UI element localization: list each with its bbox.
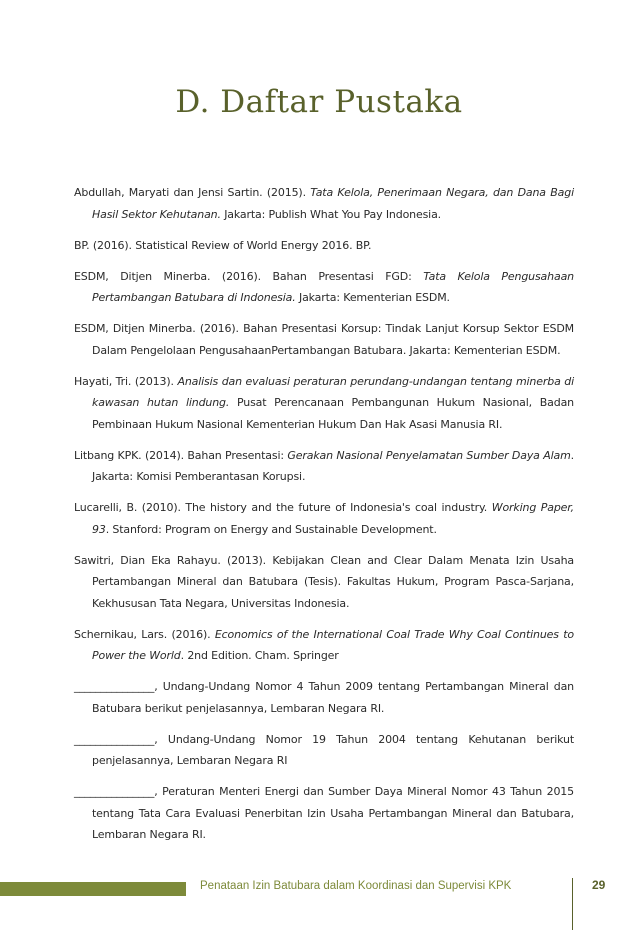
reference-text: ESDM, Ditjen Minerba. (2016). Bahan Presentasi FGD: — [74, 269, 424, 283]
reference-text: _______________, Undang-Undang Nomor 4 Tahun 2009 tentang Pertambangan Mineral dan Batubara berikut penjelasannya, Lembaran Negara RI. — [74, 680, 574, 715]
reference-text: Jakarta: Kementerian ESDM. — [295, 291, 450, 304]
footer-title: Penataan Izin Batubara dalam Koordinasi dan Supervisi KPK — [200, 880, 512, 892]
reference-item — [74, 182, 574, 225]
reference-text: Litbang KPK. (2014). Bahan Presentasi: — [74, 448, 288, 462]
reference-item — [74, 445, 574, 488]
reference-item — [74, 624, 574, 667]
reference-item — [74, 676, 574, 719]
reference-item — [74, 781, 574, 846]
reference-text: Sawitri, Dian Eka Rahayu. (2013). Kebijakan Clean and Clear Dalam Menata Izin Usaha Pertambangan Mineral dan Batubara (Tesis). Fakultas Hukum, Program Pasca-Sarjana, Kekhususan Tata Negara, Universitas Indonesia. — [74, 553, 574, 610]
reference-title: Analisis dan evaluasi peraturan perundang-undangan tentang minerba di kawasan hutan lindung. — [92, 374, 574, 409]
reference-text: Jakarta: Publish What You Pay Indonesia. — [220, 207, 442, 221]
reference-item — [74, 550, 574, 615]
reference-text: Schernikau, Lars. (2016). — [74, 627, 215, 641]
reference-text: Hayati, Tri. (2013). — [74, 374, 178, 388]
footer-divider — [572, 878, 573, 930]
reference-title: Working Paper, 93 — [92, 501, 575, 536]
reference-title: Economics of the International Coal Trade Why Coal Continues to Power the World — [92, 627, 574, 662]
reference-item — [74, 266, 574, 309]
reference-text: Pusat Perencanaan Pembangunan Hukum Nasional, Badan Pembinaan Hukum Nasional Kementerian Hukum Dan Hak Asasi Manusia RI. — [92, 396, 574, 431]
reference-title: Tata Kelola Pengusahaan Pertambangan Batubara di Indonesia. — [92, 269, 574, 304]
footer-accent-bar — [0, 882, 186, 896]
reference-item — [74, 497, 574, 540]
reference-text: _______________, Undang-Undang Nomor 19 Tahun 2004 tentang Kehutanan berikut penjelasannya, Lembaran Negara RI — [74, 732, 574, 767]
reference-text: _______________, Peraturan Menteri Energi dan Sumber Daya Mineral Nomor 43 Tahun 2015 tentang Tata Cara Evaluasi Penerbitan Izin Usaha Pertambangan Mineral dan Batubara, Lembaran Negara RI. — [74, 785, 574, 841]
reference-text: Abdullah, Maryati dan Jensi Sartin. (2015). — [74, 186, 311, 199]
page-number: 29 — [592, 878, 606, 892]
reference-item — [74, 371, 574, 436]
reference-list — [74, 182, 574, 855]
reference-text: BP. (2016). Statistical Review of World Energy 2016. BP. — [74, 238, 372, 252]
reference-text: . Stanford: Program on Energy and Sustainable Development. — [105, 522, 437, 536]
reference-title: Tata Kelola, Penerimaan Negara, dan Dana Bagi Hasil Sektor Kehutanan. — [92, 186, 574, 221]
reference-title: Gerakan Nasional Penyelamatan Sumber Daya Alam — [287, 448, 571, 462]
reference-text: . 2nd Edition. Cham. Springer — [180, 649, 339, 662]
reference-item — [74, 729, 574, 772]
reference-text: Lucarelli, B. (2010). The history and the future of Indonesia's coal industry. — [74, 501, 492, 514]
reference-item — [74, 318, 574, 361]
page-title: D. Daftar Pustaka — [175, 84, 463, 120]
reference-text: ESDM, Ditjen Minerba. (2016). Bahan Presentasi Korsup: Tindak Lanjut Korsup Sektor ESDM Dalam Pengelolaan PengusahaanPertambangan Batubara. Jakarta: Kementerian ESDM. — [74, 322, 574, 357]
reference-item — [74, 235, 574, 257]
reference-text: . Jakarta: Komisi Pemberantasan Korupsi. — [92, 448, 574, 483]
